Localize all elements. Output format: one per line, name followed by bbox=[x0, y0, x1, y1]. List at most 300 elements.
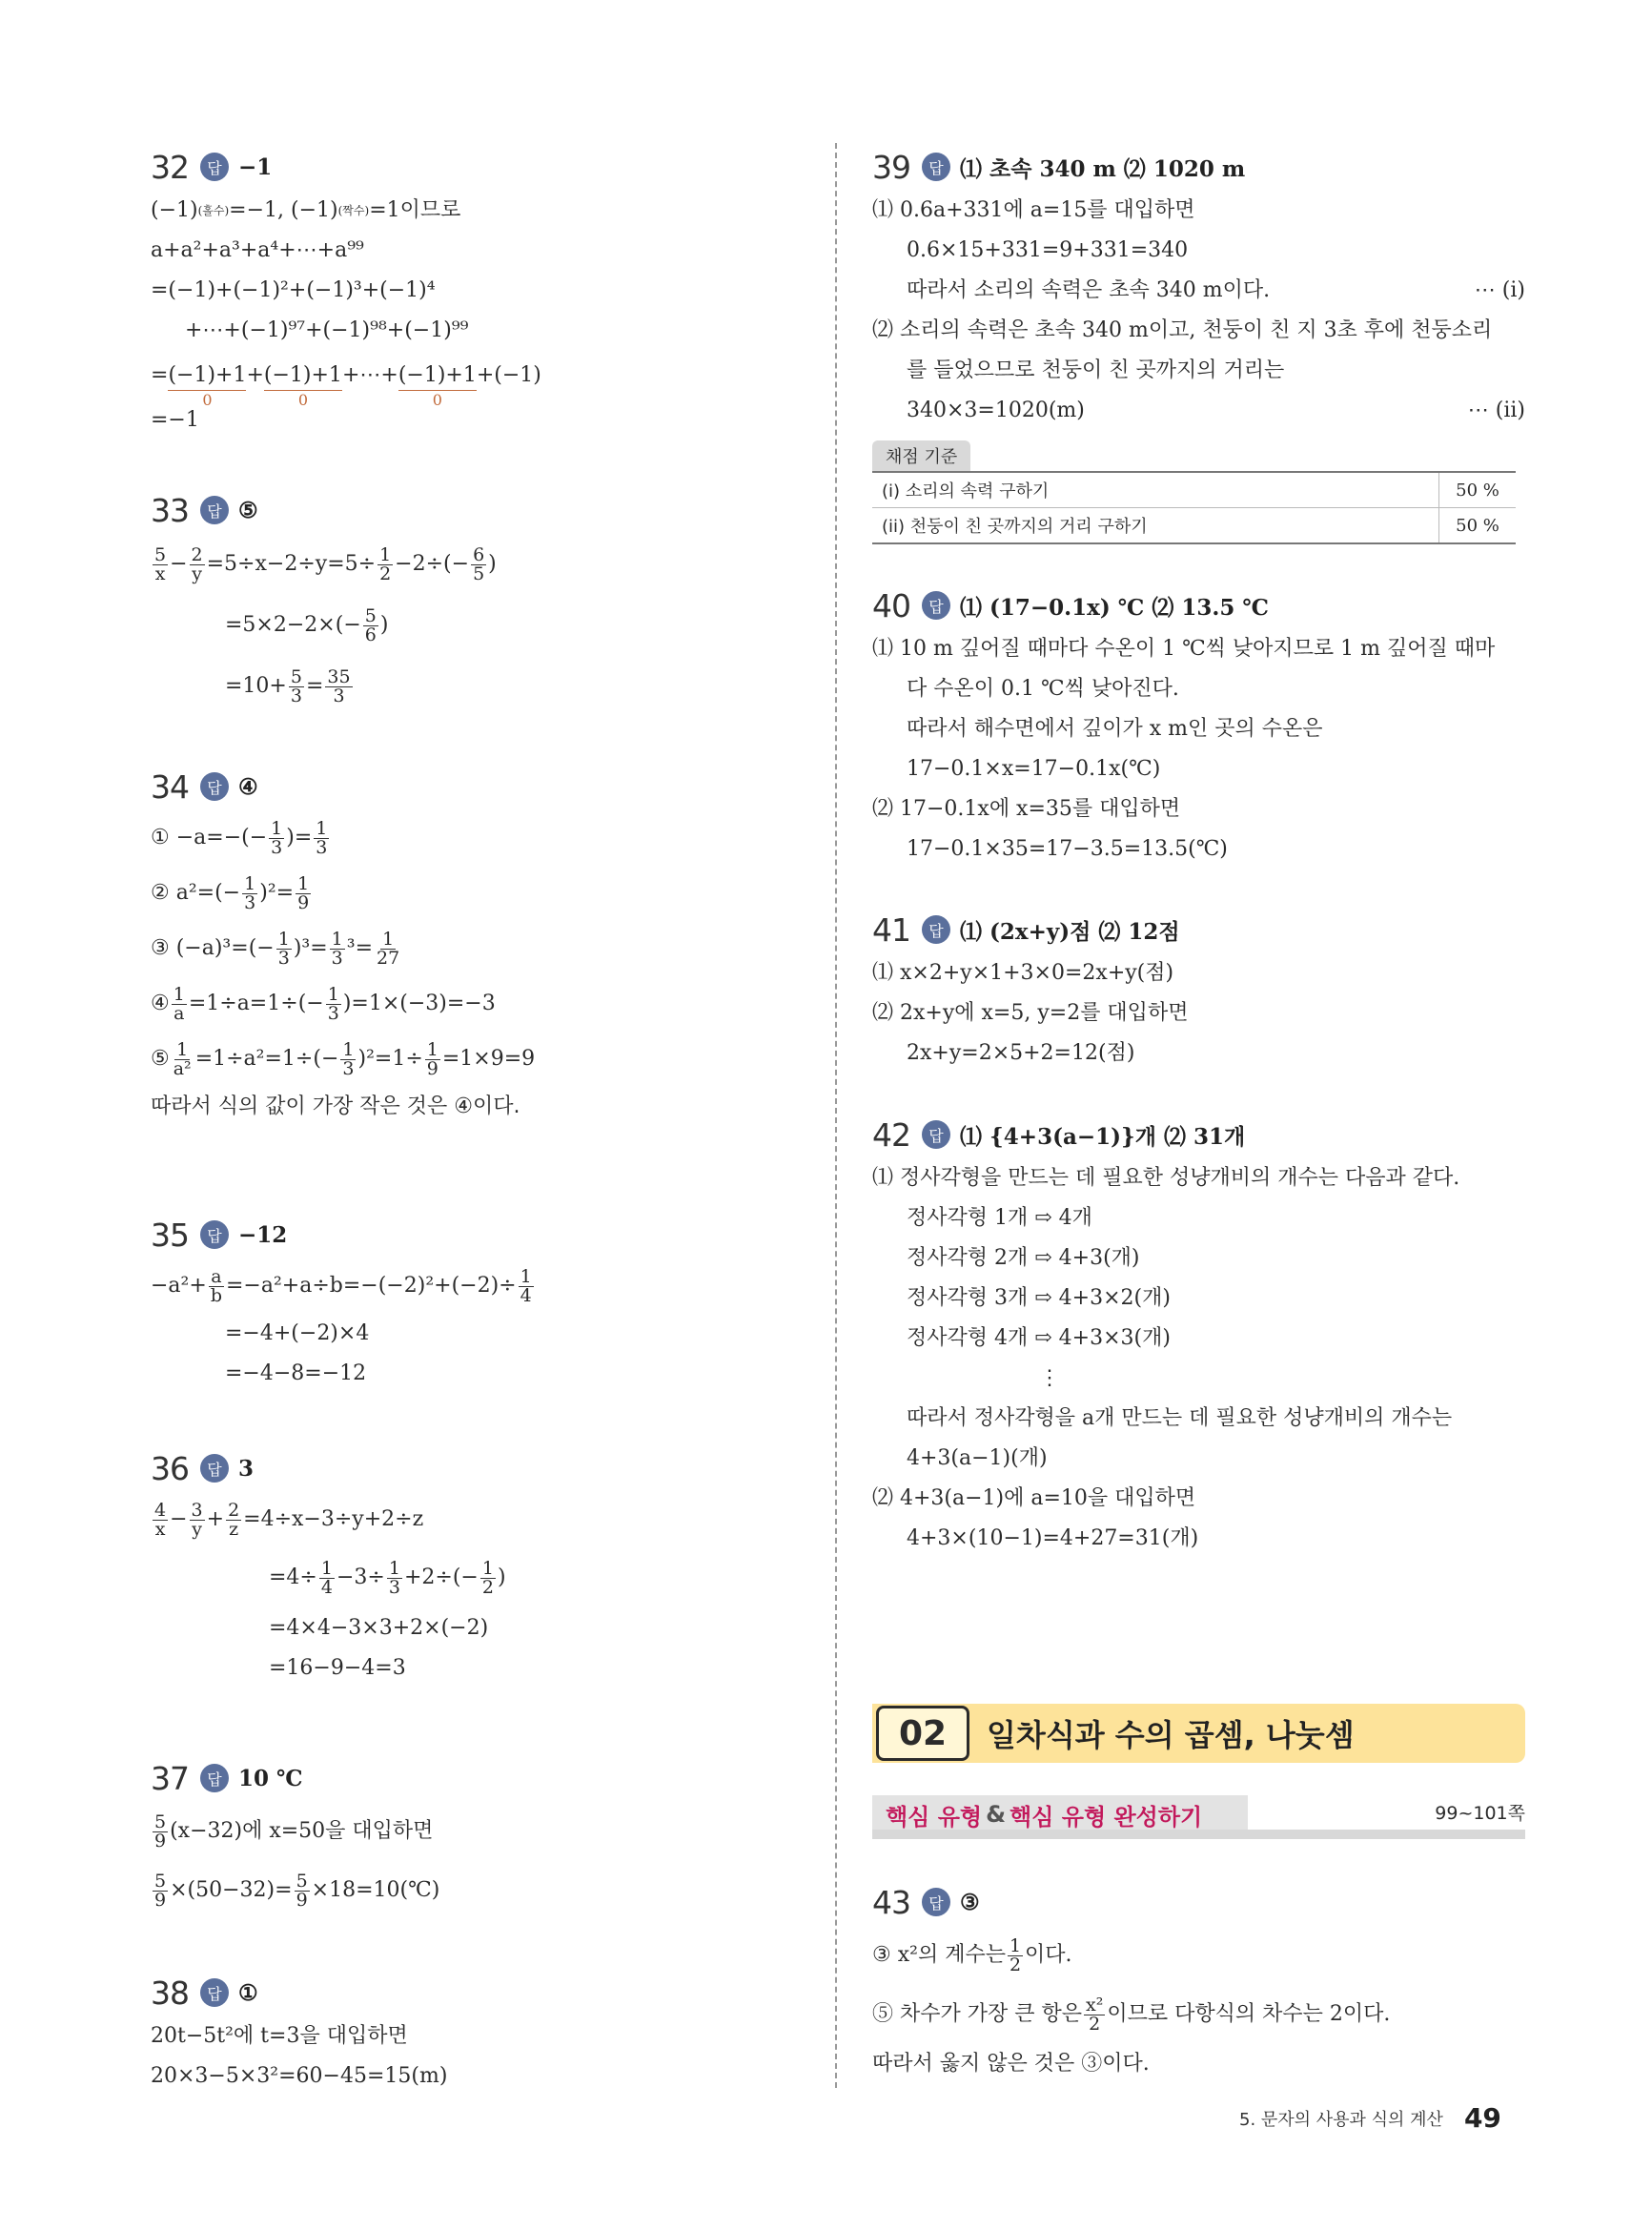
text: = bbox=[305, 674, 324, 698]
text: 340×3=1020(m) bbox=[907, 399, 1085, 422]
solution-line bbox=[872, 391, 1525, 431]
solution-line bbox=[151, 351, 818, 409]
fraction bbox=[242, 872, 257, 913]
text: =4÷x−3÷y+2÷z bbox=[243, 1507, 424, 1531]
denominator: 5 bbox=[473, 563, 485, 584]
problem-header bbox=[151, 1211, 818, 1258]
problem-43 bbox=[872, 1878, 1525, 2084]
scoring-percent: 50 % bbox=[1439, 508, 1517, 544]
text: −3÷ bbox=[336, 1565, 385, 1589]
solution-line bbox=[151, 1032, 818, 1087]
numerator: 1 bbox=[316, 817, 328, 839]
fraction bbox=[1008, 1934, 1023, 1975]
fraction bbox=[319, 1557, 335, 1598]
text: + bbox=[206, 1507, 225, 1531]
text: − bbox=[170, 552, 188, 576]
denominator: 3 bbox=[271, 836, 283, 858]
problem-38 bbox=[151, 1969, 818, 2097]
denominator: 2 bbox=[1009, 1954, 1022, 1975]
numerator: 1 bbox=[277, 928, 290, 950]
solution-line: 2x+y=2×5+2=12(점) bbox=[907, 1041, 1135, 1065]
numerator: x² bbox=[1086, 1994, 1104, 2015]
solution-line bbox=[151, 1258, 818, 1314]
denominator: 3 bbox=[327, 1002, 339, 1024]
solution-line: ⑴ 0.6a+331에 a=15를 대입하면 bbox=[872, 198, 1195, 222]
fraction bbox=[377, 543, 393, 584]
numerator: 1 bbox=[382, 928, 395, 950]
fraction bbox=[375, 928, 401, 969]
solution-line: 20t−5t²에 t=3을 대입하면 bbox=[151, 2024, 408, 2048]
chapter-title: 5. 문자의 사용과 식의 계산 bbox=[1239, 2109, 1443, 2130]
fraction bbox=[363, 604, 378, 645]
text: (−1) bbox=[151, 198, 198, 222]
fraction bbox=[209, 1265, 224, 1306]
text: (− bbox=[214, 881, 241, 905]
text: (− bbox=[335, 613, 361, 637]
solution-line bbox=[872, 1985, 1525, 2044]
fraction bbox=[153, 543, 168, 584]
text: + bbox=[246, 363, 264, 387]
answer-text: ⑴ (2x+y)점 ⑵ 12점 bbox=[960, 918, 1180, 945]
fraction bbox=[425, 1038, 440, 1079]
denominator: 2 bbox=[379, 563, 392, 584]
scoring-criteria bbox=[872, 440, 1516, 544]
step-marker: ⋯ (ii) bbox=[1467, 399, 1525, 422]
problem-number: 40 bbox=[872, 586, 910, 624]
numerator: 3 bbox=[191, 1499, 203, 1521]
solution-line: 17−0.1×x=17−0.1x(℃) bbox=[907, 757, 1161, 781]
problem-header bbox=[872, 1878, 1525, 1926]
answer-badge: 답 bbox=[200, 153, 229, 181]
text: (− bbox=[241, 826, 268, 849]
scoring-title: 채점 기준 bbox=[872, 440, 970, 471]
problem-number: 37 bbox=[151, 1759, 189, 1797]
text: −a²+ bbox=[151, 1274, 207, 1298]
superscript: (홀수) bbox=[197, 204, 230, 217]
text: +2÷ bbox=[403, 1565, 453, 1589]
denominator: 3 bbox=[331, 947, 343, 969]
solution-line: 다 수온이 0.1 ℃씩 낮아진다. bbox=[907, 677, 1179, 701]
solution-line bbox=[151, 191, 818, 231]
numerator: 2 bbox=[191, 543, 203, 565]
solution-line bbox=[151, 1802, 818, 1861]
text: ) bbox=[488, 552, 497, 576]
text: =5÷x−2÷y=5÷ bbox=[206, 552, 377, 576]
text: =1×(−3)=−3 bbox=[351, 992, 496, 1015]
solution-line: ⑵ 4+3(a−1)에 a=10을 대입하면 bbox=[872, 1486, 1196, 1510]
text: +⋯+ bbox=[341, 363, 398, 387]
text: =4÷ bbox=[269, 1565, 317, 1589]
solution-line: 20×3−5×3²=60−45=15(m) bbox=[151, 2064, 448, 2088]
solution-line: 따라서 옳지 않은 것은 ③이다. bbox=[872, 2052, 1150, 2076]
fraction bbox=[296, 872, 311, 913]
scoring-label: (ii) 천둥이 친 곳까지의 거리 구하기 bbox=[872, 508, 1439, 544]
text: ³= bbox=[301, 936, 328, 960]
superscript: (짝수) bbox=[337, 204, 370, 217]
denominator: x bbox=[154, 563, 166, 584]
denominator: a² bbox=[173, 1057, 192, 1079]
problem-40 bbox=[872, 582, 1525, 869]
denominator: y bbox=[192, 563, 202, 584]
answer-text: ⑴ {4+3(a−1)}개 ⑵ 31개 bbox=[960, 1123, 1246, 1150]
solution-line bbox=[151, 921, 818, 976]
numerator: 5 bbox=[364, 604, 377, 626]
fraction bbox=[153, 1813, 168, 1851]
solution-line: 정사각형 1개 ⇨ 4개 bbox=[907, 1206, 1092, 1230]
problem-number: 43 bbox=[872, 1883, 910, 1921]
problem-36 bbox=[151, 1444, 818, 1688]
numerator: 1 bbox=[297, 872, 310, 894]
text: ) bbox=[497, 1565, 506, 1589]
text: 따라서 소리의 속력은 초속 340 m이다. bbox=[907, 278, 1271, 302]
solution-line bbox=[872, 271, 1525, 311]
answer-badge: 답 bbox=[922, 591, 950, 620]
solution-line: ⑴ 정사각형을 만드는 데 필요한 성냥개비의 개수는 다음과 같다. bbox=[872, 1166, 1460, 1190]
scoring-percent: 50 % bbox=[1439, 472, 1517, 508]
problem-number: 33 bbox=[151, 491, 189, 529]
numerator: 5 bbox=[296, 1870, 308, 1892]
text: ③ (−a)³= bbox=[151, 936, 249, 960]
answer-text: ① bbox=[238, 1979, 258, 2006]
denominator: 3 bbox=[333, 685, 345, 706]
fraction bbox=[190, 1499, 205, 1540]
text: (− bbox=[452, 1565, 479, 1589]
denominator: b bbox=[210, 1284, 222, 1306]
section-title: 일차식과 수의 곱셈, 나눗셈 bbox=[987, 1717, 1355, 1753]
solution-line: ⋮ bbox=[1039, 1366, 1060, 1390]
text: =1÷a²=1÷ bbox=[194, 1047, 314, 1071]
text: ×18=10(℃) bbox=[311, 1878, 440, 1902]
text: +(−1) bbox=[476, 363, 541, 387]
answer-badge: 답 bbox=[200, 1220, 229, 1249]
column-divider bbox=[835, 143, 837, 2088]
text: =−a²+a÷b=−(−2)²+(−2)÷ bbox=[225, 1274, 517, 1298]
ampersand: & bbox=[986, 1801, 1007, 1828]
fraction bbox=[325, 665, 352, 706]
answer-text: 3 bbox=[238, 1455, 255, 1482]
answer-text: −1 bbox=[238, 153, 273, 180]
numerator: 1 bbox=[271, 817, 283, 839]
fraction bbox=[326, 983, 341, 1024]
text: 이다. bbox=[1025, 1943, 1072, 1967]
text: ³= bbox=[346, 936, 374, 960]
text: ⑤ bbox=[151, 1047, 170, 1071]
problem-header bbox=[151, 143, 818, 191]
solution-line: =−4−8=−12 bbox=[225, 1361, 367, 1385]
step-marker: ⋯ (i) bbox=[1474, 278, 1525, 302]
numerator: 5 bbox=[154, 1811, 167, 1832]
numerator: 1 bbox=[176, 1038, 189, 1060]
denominator: 9 bbox=[154, 1889, 167, 1911]
denominator: 3 bbox=[316, 836, 328, 858]
solution-line: ⑵ 소리의 속력은 초속 340 m이고, 천둥이 친 지 3초 후에 천둥소리 bbox=[872, 318, 1493, 342]
zero-label: 0 bbox=[432, 390, 442, 409]
fraction bbox=[172, 1038, 194, 1079]
subsection-rule bbox=[872, 1830, 1525, 1839]
text: ) bbox=[293, 936, 302, 960]
text: ⑤ 차수가 가장 큰 항은 bbox=[872, 2002, 1082, 2026]
scoring-table bbox=[872, 471, 1516, 544]
fraction bbox=[190, 543, 205, 584]
denominator: 9 bbox=[426, 1057, 438, 1079]
solution-line: 17−0.1×35=17−3.5=13.5(℃) bbox=[907, 837, 1228, 861]
problem-number: 32 bbox=[151, 148, 189, 186]
denominator: 3 bbox=[290, 685, 302, 706]
subsection-label: 핵심 유형 완성하기 bbox=[1010, 1803, 1203, 1831]
section-number: 02 bbox=[876, 1706, 969, 1761]
text: ) bbox=[286, 826, 295, 849]
text: =1÷a=1÷ bbox=[188, 992, 298, 1015]
scoring-label: (i) 소리의 속력 구하기 bbox=[872, 472, 1439, 508]
solution-line: =16−9−4=3 bbox=[269, 1656, 406, 1680]
answer-text: 10 ℃ bbox=[238, 1765, 303, 1791]
numerator: 1 bbox=[173, 983, 185, 1005]
denominator: 2 bbox=[1089, 2013, 1101, 2035]
answer-badge: 답 bbox=[200, 772, 229, 801]
table-row bbox=[872, 472, 1516, 508]
text: ²= bbox=[267, 881, 295, 905]
text: (− bbox=[297, 992, 324, 1015]
text: ① −a=− bbox=[151, 826, 242, 849]
problem-number: 34 bbox=[151, 767, 189, 806]
denominator: 3 bbox=[244, 891, 256, 913]
text: =1이므로 bbox=[369, 198, 461, 222]
problem-header bbox=[151, 1444, 818, 1492]
problem-number: 42 bbox=[872, 1115, 910, 1154]
numerator: 5 bbox=[154, 543, 167, 565]
text: (− bbox=[313, 1047, 339, 1071]
denominator: 27 bbox=[377, 947, 400, 969]
text: =5×2−2× bbox=[225, 613, 336, 637]
answer-badge: 답 bbox=[200, 1454, 229, 1483]
text: ③ x²의 계수는 bbox=[872, 1943, 1006, 1967]
text: (− bbox=[248, 936, 275, 960]
problem-37 bbox=[151, 1754, 818, 1920]
solution-line: 를 들었으므로 천둥이 친 곳까지의 거리는 bbox=[907, 358, 1285, 382]
numerator: 5 bbox=[290, 665, 302, 687]
answer-badge: 답 bbox=[200, 496, 229, 524]
fraction bbox=[314, 817, 329, 858]
answer-text: ⑴ (17−0.1x) ℃ ⑵ 13.5 ℃ bbox=[960, 594, 1269, 621]
solution-line: 따라서 정사각형을 a개 만드는 데 필요한 성냥개비의 개수는 bbox=[907, 1406, 1453, 1430]
fraction bbox=[330, 928, 345, 969]
text: ) bbox=[259, 881, 268, 905]
numerator: 35 bbox=[327, 665, 351, 687]
numerator: 2 bbox=[228, 1499, 240, 1521]
solution-line: =(−1)+(−1)²+(−1)³+(−1)⁴ bbox=[151, 278, 436, 302]
answer-text: −12 bbox=[238, 1221, 288, 1248]
solution-line: 4+3×(10−1)=4+27=31(개) bbox=[907, 1526, 1199, 1550]
text: (− bbox=[443, 552, 470, 576]
text: ²=1÷ bbox=[366, 1047, 423, 1071]
solution-line: ⑴ 10 m 깊어질 때마다 수온이 1 ℃씩 낮아지므로 1 m 깊어질 때마 bbox=[872, 637, 1496, 661]
solution-line bbox=[872, 1926, 1525, 1985]
solution-line bbox=[151, 810, 818, 866]
denominator: 3 bbox=[342, 1057, 355, 1079]
solution-line: 정사각형 4개 ⇨ 4+3×3(개) bbox=[907, 1326, 1171, 1350]
fraction bbox=[480, 1557, 496, 1598]
numerator: 1 bbox=[379, 543, 392, 565]
denominator: 9 bbox=[154, 1830, 167, 1852]
numerator: 6 bbox=[473, 543, 485, 565]
denominator: a bbox=[173, 1002, 185, 1024]
numerator: 1 bbox=[520, 1265, 532, 1287]
underbrace bbox=[398, 361, 477, 409]
numerator: 1 bbox=[388, 1557, 400, 1579]
numerator: 1 bbox=[426, 1038, 438, 1060]
denominator: y bbox=[192, 1518, 202, 1540]
answer-text: ⑤ bbox=[238, 497, 258, 523]
numerator: 1 bbox=[342, 1038, 355, 1060]
numerator: a bbox=[211, 1265, 222, 1287]
underbrace bbox=[263, 361, 342, 409]
table-row bbox=[872, 508, 1516, 544]
denominator: 4 bbox=[320, 1576, 333, 1598]
solution-line bbox=[151, 595, 818, 656]
section-header bbox=[872, 1704, 1525, 1763]
answer-badge: 답 bbox=[922, 153, 950, 181]
solution-line: ⑴ x×2+y×1+3×0=2x+y(점) bbox=[872, 961, 1174, 985]
denominator: 3 bbox=[388, 1576, 400, 1598]
text: =1×9=9 bbox=[441, 1047, 536, 1071]
fraction bbox=[276, 928, 292, 969]
solution-line: 따라서 식의 값이 가장 작은 것은 ④이다. bbox=[151, 1095, 520, 1118]
numerator: 1 bbox=[320, 1557, 333, 1579]
problem-header bbox=[151, 1969, 818, 2016]
subsection-tab bbox=[872, 1795, 1248, 1833]
denominator: 2 bbox=[481, 1576, 494, 1598]
solution-line: ⑵ 17−0.1x에 x=35를 대입하면 bbox=[872, 797, 1181, 821]
problem-number: 36 bbox=[151, 1449, 189, 1487]
problem-header bbox=[872, 143, 1525, 191]
fraction bbox=[153, 1872, 168, 1910]
page-number: 49 bbox=[1463, 2102, 1501, 2134]
fraction bbox=[471, 543, 486, 584]
text: 이므로 다항식의 차수는 2이다. bbox=[1107, 2002, 1391, 2026]
text: ×(50−32)= bbox=[170, 1878, 293, 1902]
subsection-header bbox=[872, 1795, 1525, 1837]
problem-header bbox=[151, 763, 818, 810]
denominator: 9 bbox=[297, 891, 310, 913]
problem-41 bbox=[872, 906, 1525, 1074]
problem-39 bbox=[872, 143, 1525, 431]
text: ) bbox=[357, 1047, 367, 1071]
answer-badge: 답 bbox=[922, 1120, 950, 1149]
answer-text: ④ bbox=[238, 773, 258, 800]
solution-line: 따라서 해수면에서 깊이가 x m인 곳의 수온은 bbox=[907, 717, 1323, 741]
fraction bbox=[226, 1499, 241, 1540]
problem-35 bbox=[151, 1211, 818, 1394]
answer-badge: 답 bbox=[200, 1978, 229, 2007]
fraction bbox=[269, 817, 284, 858]
solution-line bbox=[151, 656, 818, 717]
problem-header bbox=[872, 1111, 1525, 1158]
denominator: 3 bbox=[277, 947, 290, 969]
problem-33 bbox=[151, 486, 818, 717]
denominator: z bbox=[229, 1518, 239, 1540]
numerator: 1 bbox=[1009, 1934, 1022, 1956]
fraction bbox=[295, 1872, 310, 1910]
text: − bbox=[170, 1507, 188, 1531]
problem-header bbox=[151, 1754, 818, 1802]
page-footer bbox=[1239, 2102, 1501, 2134]
solution-line: =4×4−3×3+2×(−2) bbox=[269, 1616, 489, 1640]
text: = bbox=[151, 363, 169, 387]
solution-line: 0.6×15+331=9+331=340 bbox=[907, 238, 1189, 262]
text: ② a²= bbox=[151, 881, 215, 905]
text: =−1, (−1) bbox=[229, 198, 338, 222]
fraction bbox=[519, 1265, 534, 1306]
solution-line: a+a²+a³+a⁴+⋯+a⁹⁹ bbox=[151, 238, 364, 262]
problem-header bbox=[872, 906, 1525, 953]
numerator: 1 bbox=[244, 872, 256, 894]
numerator: 4 bbox=[154, 1499, 167, 1521]
solution-line: 4+3(a−1)(개) bbox=[907, 1446, 1048, 1470]
answer-text: ⑴ 초속 340 m ⑵ 1020 m bbox=[960, 155, 1246, 182]
text: (−1)+1 bbox=[263, 362, 342, 387]
solution-line bbox=[151, 1492, 818, 1547]
solution-line: 정사각형 2개 ⇨ 4+3(개) bbox=[907, 1246, 1140, 1270]
solution-line: =−1 bbox=[151, 408, 199, 432]
fraction bbox=[387, 1557, 402, 1598]
denominator: 4 bbox=[520, 1284, 532, 1306]
text: ) bbox=[379, 613, 389, 637]
solution-line: =−4+(−2)×4 bbox=[225, 1321, 370, 1345]
problem-34 bbox=[151, 763, 818, 1127]
text: (x−32)에 x=50을 대입하면 bbox=[170, 1819, 434, 1843]
fraction bbox=[340, 1038, 356, 1079]
fraction bbox=[289, 665, 304, 706]
denominator: 6 bbox=[364, 624, 377, 645]
solution-line bbox=[151, 976, 818, 1032]
solution-line: ⑵ 2x+y에 x=5, y=2를 대입하면 bbox=[872, 1001, 1189, 1025]
solution-line bbox=[151, 1547, 818, 1608]
text: (−1)+1 bbox=[168, 362, 247, 387]
denominator: 9 bbox=[296, 1889, 308, 1911]
answer-text: ③ bbox=[960, 1889, 980, 1915]
problem-number: 38 bbox=[151, 1974, 189, 2012]
solution-line: +⋯+(−1)⁹⁷+(−1)⁹⁸+(−1)⁹⁹ bbox=[185, 318, 469, 342]
solution-line bbox=[151, 1861, 818, 1920]
text: ④ bbox=[151, 992, 170, 1015]
page-range: 99~101쪽 bbox=[1435, 1803, 1525, 1824]
subsection-label: 핵심 유형 bbox=[886, 1803, 983, 1831]
answer-badge: 답 bbox=[200, 1764, 229, 1792]
problem-42 bbox=[872, 1111, 1525, 1559]
numerator: 1 bbox=[331, 928, 343, 950]
numerator: 1 bbox=[327, 983, 339, 1005]
text: =10+ bbox=[225, 674, 287, 698]
numerator: 1 bbox=[481, 1557, 494, 1579]
zero-label: 0 bbox=[202, 390, 213, 409]
problem-number: 41 bbox=[872, 910, 910, 949]
fraction bbox=[153, 1499, 168, 1540]
text: = bbox=[294, 826, 313, 849]
solution-line bbox=[151, 866, 818, 921]
text: −2÷ bbox=[395, 552, 444, 576]
problem-32 bbox=[151, 143, 818, 440]
problem-header bbox=[151, 486, 818, 534]
zero-label: 0 bbox=[297, 390, 309, 409]
text: (−1)+1 bbox=[398, 362, 477, 387]
answer-badge: 답 bbox=[922, 915, 950, 944]
underbrace bbox=[168, 361, 247, 409]
problem-header bbox=[872, 582, 1525, 629]
solution-line: 정사각형 3개 ⇨ 4+3×2(개) bbox=[907, 1286, 1171, 1310]
text: ) bbox=[342, 992, 352, 1015]
fraction bbox=[172, 983, 187, 1024]
answer-badge: 답 bbox=[922, 1888, 950, 1916]
